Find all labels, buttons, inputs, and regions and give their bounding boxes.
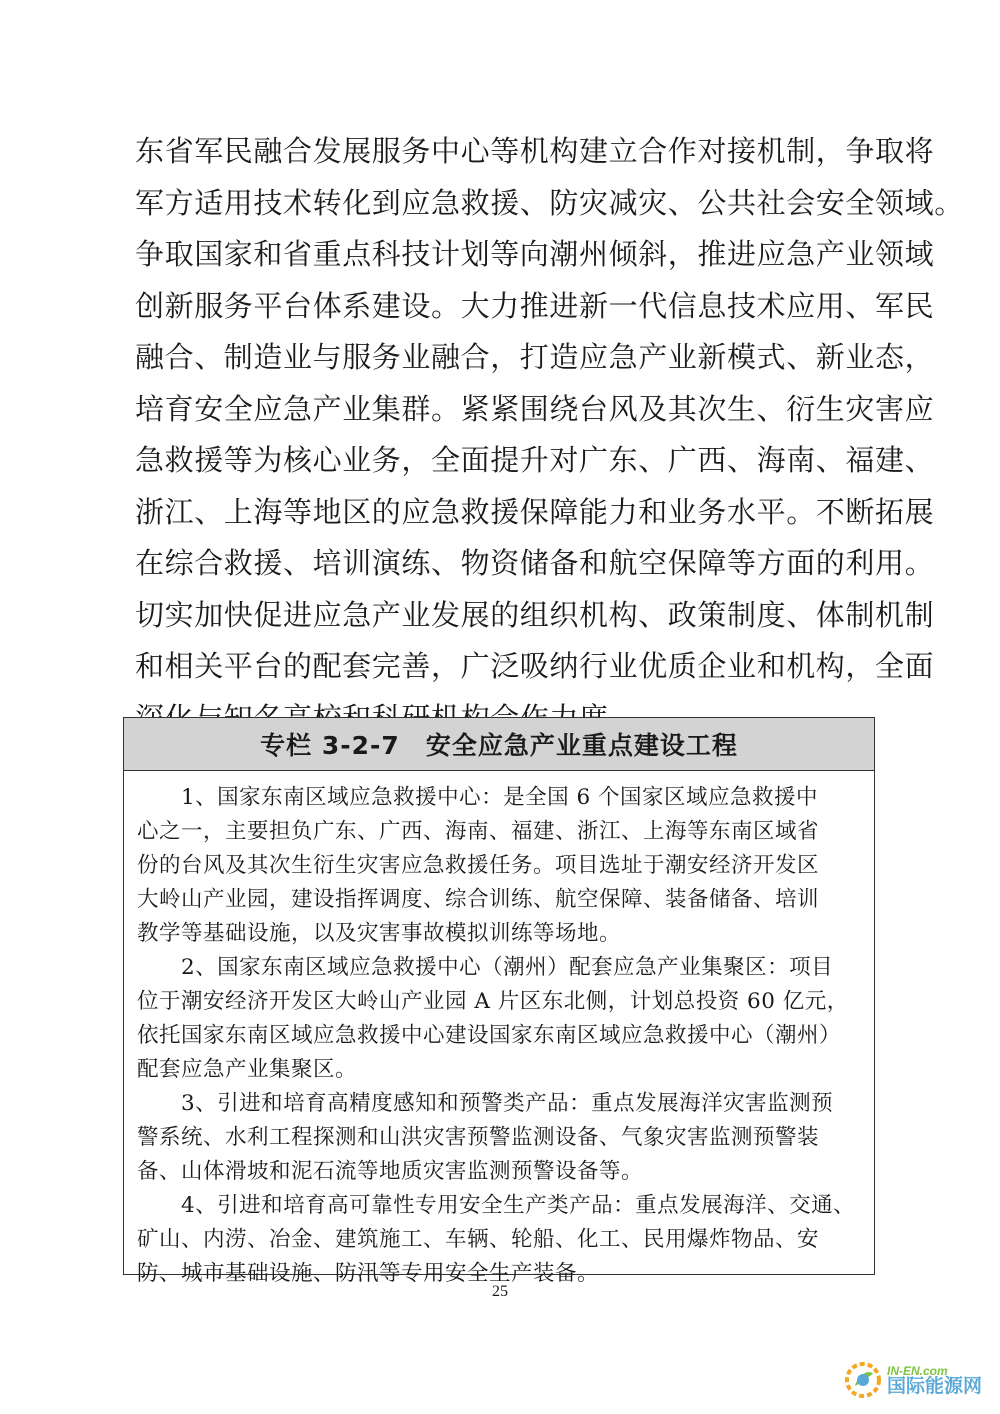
box-line: 防、城市基础设施、防汛等专用安全生产装备。	[137, 1261, 600, 1286]
body-line: 创新服务平台体系建设。大力推进新一代信息技术应用、军民	[135, 288, 935, 323]
body-line: 在综合救援、培训演练、物资储备和航空保障等方面的利用。	[135, 546, 935, 580]
box-line: 矿山、内涝、冶金、建筑施工、车辆、轮船、化工、民用爆炸物品、安	[137, 1227, 820, 1252]
box-line: 1、国家东南区域应急救援中心：是全国 6 个国家区域应急救援中	[137, 785, 819, 810]
box-line: 心之一，主要担负广东、广西、海南、福建、浙江、上海等东南区域省	[137, 819, 820, 844]
box-line: 份的台风及其次生衍生灾害应急救援任务。项目选址于潮安经济开发区	[137, 853, 820, 878]
column-box-header	[124, 718, 874, 771]
page-number: 25	[492, 1283, 508, 1300]
watermark-text	[887, 1365, 982, 1396]
column-box-title: 专栏 3-2-7 安全应急产业重点建设工程	[260, 731, 738, 760]
box-line: 教学等基础设施，以及灾害事故模拟训练等场地。	[137, 921, 622, 946]
box-line: 2、国家东南区域应急救援中心（潮州）配套应急产业集聚区：项目	[137, 955, 834, 980]
column-box	[123, 717, 875, 1286]
box-line: 警系统、水利工程探测和山洪灾害预警监测设备、气象灾害监测预警装	[137, 1125, 820, 1150]
watermark	[843, 1360, 982, 1400]
body-paragraph	[135, 126, 964, 744]
box-line: 3、引进和培育高精度感知和预警类产品：重点发展海洋灾害监测预	[137, 1091, 834, 1116]
body-line: 和相关平台的配套完善，广泛吸纳行业优质企业和机构，全面	[135, 649, 935, 683]
box-line: 4、引进和培育高可靠性专用安全生产类产品：重点发展海洋、交通、	[137, 1193, 856, 1218]
body-line: 东省军民融合发展服务中心等机构建立合作对接机制，争取将	[135, 134, 935, 168]
body-line: 急救援等为核心业务，全面提升对广东、广西、海南、福建、	[135, 443, 935, 477]
body-line: 切实加快促进应急产业发展的组织机构、政策制度、体制机制	[135, 597, 935, 632]
body-line: 争取国家和省重点科技计划等向潮州倾斜，推进应急产业领域	[135, 237, 935, 271]
body-line: 融合、制造业与服务业融合，打造应急产业新模式、新业态，	[135, 340, 935, 374]
box-line: 依托国家东南区域应急救援中心建设国家东南区域应急救援中心（潮州）	[137, 1023, 842, 1048]
sun-leaf-logo-icon	[843, 1360, 883, 1400]
box-line: 备、山体滑坡和泥石流等地质灾害监测预警设备等。	[137, 1159, 644, 1184]
box-line: 配套应急产业集聚区。	[137, 1057, 358, 1082]
box-line: 大岭山产业园，建设指挥调度、综合训练、航空保障、装备储备、培训	[137, 887, 820, 912]
watermark-en: IN-EN.com	[886, 1363, 948, 1378]
body-line: 军方适用技术转化到应急救援、防灾减灾、公共社会安全领域。	[135, 185, 964, 220]
box-line: 位于潮安经济开发区大岭山产业园 A 片区东北侧，计划总投资 60 亿元，	[137, 989, 849, 1014]
watermark-cn: 国际能源网	[886, 1374, 982, 1397]
body-line: 培育安全应急产业集群。紧紧围绕台风及其次生、衍生灾害应	[135, 391, 935, 426]
column-box-body	[124, 771, 874, 1291]
body-line: 浙江、上海等地区的应急救援保障能力和业务水平。不断拓展	[135, 494, 935, 529]
